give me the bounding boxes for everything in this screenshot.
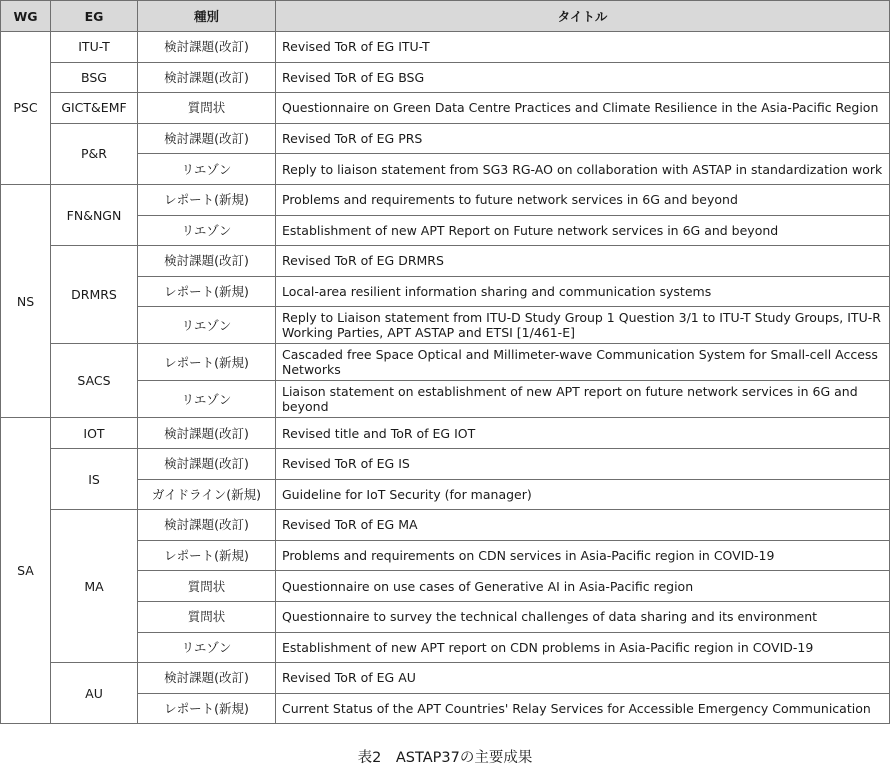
type-cell: レポート(新規) (138, 344, 276, 381)
eg-cell: SACS (51, 344, 138, 418)
title-cell: Local-area resilient information sharing and communication systems (276, 276, 890, 307)
title-cell: Problems and requirements on CDN services in Asia-Pacific region in COVID-19 (276, 540, 890, 571)
table-row (1, 418, 890, 449)
title-cell: Questionnaire to survey the technical challenges of data sharing and its environment (276, 601, 890, 632)
type-cell: 検討課題(改訂) (138, 510, 276, 541)
title-cell: Revised ToR of EG MA (276, 510, 890, 541)
type-cell: レポート(新規) (138, 693, 276, 724)
type-cell: リエゾン (138, 215, 276, 246)
title-cell: Problems and requirements to future network services in 6G and beyond (276, 184, 890, 215)
eg-cell: P&R (51, 123, 138, 184)
table-row (1, 344, 890, 381)
table-row (1, 93, 890, 124)
type-cell: リエゾン (138, 381, 276, 418)
eg-cell: AU (51, 663, 138, 724)
table-caption: 表2 ASTAP37の主要成果 (357, 750, 533, 766)
header-row (1, 1, 890, 32)
type-cell: 質問状 (138, 571, 276, 602)
title-cell: Revised ToR of EG BSG (276, 62, 890, 93)
type-cell: 検討課題(改訂) (138, 418, 276, 449)
table-row (1, 184, 890, 215)
title-cell: Cascaded free Space Optical and Millimeter-wave Communication System for Small-cell Access Networks (276, 344, 890, 381)
wg-cell: PSC (1, 32, 51, 185)
type-cell: 質問状 (138, 601, 276, 632)
header-wg: WG (1, 1, 51, 32)
table-row (1, 663, 890, 694)
type-cell: 検討課題(改訂) (138, 448, 276, 479)
type-cell: リエゾン (138, 307, 276, 344)
title-cell: Reply to Liaison statement from ITU-D Study Group 1 Question 3/1 to ITU-T Study Groups, ITU-R Working Parties, APT ASTAP and ETSI [1/461-E] (276, 307, 890, 344)
eg-cell: ITU-T (51, 32, 138, 63)
title-cell: Reply to liaison statement from SG3 RG-AO on collaboration with ASTAP in standardization work (276, 154, 890, 185)
type-cell: 質問状 (138, 93, 276, 124)
title-cell: Revised ToR of EG AU (276, 663, 890, 694)
type-cell: 検討課題(改訂) (138, 246, 276, 277)
type-cell: 検討課題(改訂) (138, 663, 276, 694)
table-row (1, 510, 890, 541)
title-cell: Guideline for IoT Security (for manager) (276, 479, 890, 510)
type-cell: 検討課題(改訂) (138, 123, 276, 154)
title-cell: Establishment of new APT report on CDN problems in Asia-Pacific region in COVID-19 (276, 632, 890, 663)
title-cell: Current Status of the APT Countries' Relay Services for Accessible Emergency Communication (276, 693, 890, 724)
table-row (1, 32, 890, 63)
type-cell: レポート(新規) (138, 184, 276, 215)
eg-cell: IOT (51, 418, 138, 449)
eg-cell: DRMRS (51, 246, 138, 344)
title-cell: Revised ToR of EG DRMRS (276, 246, 890, 277)
table-row (1, 123, 890, 154)
eg-cell: BSG (51, 62, 138, 93)
title-cell: Revised title and ToR of EG IOT (276, 418, 890, 449)
type-cell: ガイドライン(新規) (138, 479, 276, 510)
table-row (1, 448, 890, 479)
header-type: 種別 (138, 1, 276, 32)
title-cell: Liaison statement on establishment of new APT report on future network services in 6G and beyond (276, 381, 890, 418)
title-cell: Revised ToR of EG IS (276, 448, 890, 479)
type-cell: レポート(新規) (138, 540, 276, 571)
type-cell: レポート(新規) (138, 276, 276, 307)
wg-cell: SA (1, 418, 51, 724)
title-cell: Questionnaire on use cases of Generative AI in Asia-Pacific region (276, 571, 890, 602)
title-cell: Revised ToR of EG ITU-T (276, 32, 890, 63)
header-eg: EG (51, 1, 138, 32)
title-cell: Establishment of new APT Report on Future network services in 6G and beyond (276, 215, 890, 246)
type-cell: リエゾン (138, 632, 276, 663)
table-row (1, 62, 890, 93)
type-cell: リエゾン (138, 154, 276, 185)
title-cell: Questionnaire on Green Data Centre Practices and Climate Resilience in the Asia-Pacific Region (276, 93, 890, 124)
table-row (1, 246, 890, 277)
header-title: タイトル (276, 1, 890, 32)
title-cell: Revised ToR of EG PRS (276, 123, 890, 154)
eg-cell: FN&NGN (51, 184, 138, 245)
type-cell: 検討課題(改訂) (138, 32, 276, 63)
type-cell: 検討課題(改訂) (138, 62, 276, 93)
eg-cell: IS (51, 448, 138, 509)
eg-cell: GICT&EMF (51, 93, 138, 124)
eg-cell: MA (51, 510, 138, 663)
wg-cell: NS (1, 184, 51, 417)
